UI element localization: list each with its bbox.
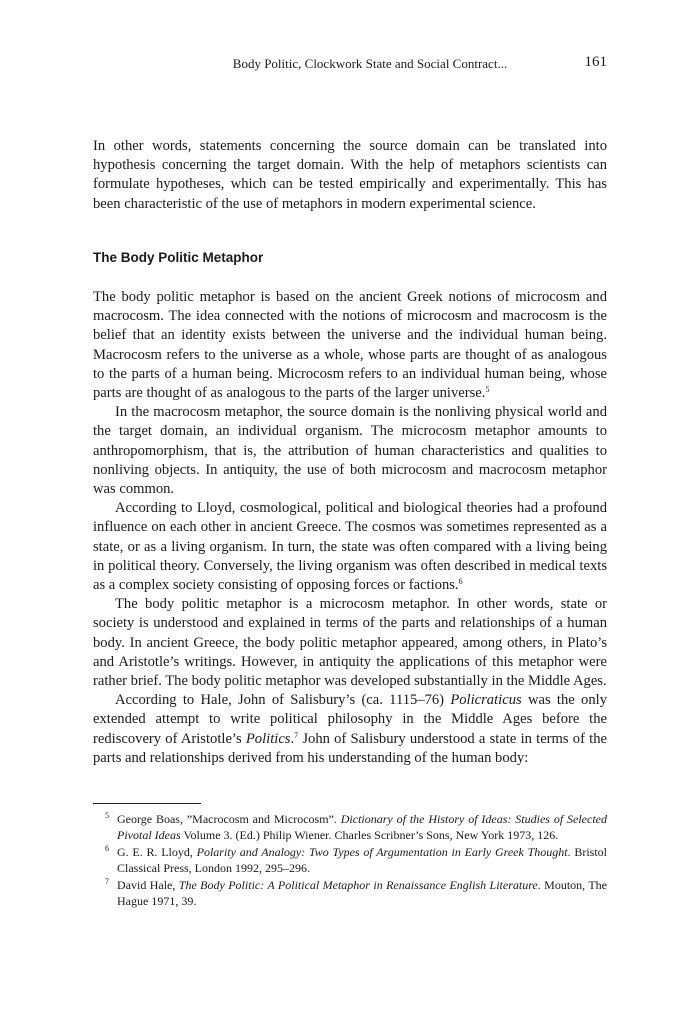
footnote-text: George Boas, ”Macrocosm and Microcosm”.	[117, 812, 341, 826]
footnote-number: 7	[105, 877, 109, 886]
work-title-politics: Politics	[245, 730, 291, 747]
intro-paragraph: In other words, statements concerning the source domain can be translated into hypothesis concerning the target domain. With the help of metaphors scientists can formulate hypotheses, which can be tested empirically and experimentally. This has been characteristic of the use of metaphors in modern experimental science.	[93, 138, 607, 212]
footnote-7	[93, 877, 607, 909]
footnote-title: Polarity and Analogy: Two Types of Argumentation in Early Greek Thought	[196, 845, 568, 859]
paragraph-5-text-e: .	[290, 730, 295, 747]
work-title-policraticus: Policraticus	[450, 692, 522, 709]
footnote-ref-6[interactable]: 6	[458, 577, 463, 587]
paragraph-5-text-f: John of Salisbury understood a state in terms of the parts and relationships derived from his understanding of the human body:	[93, 730, 607, 766]
paragraph-3-text: According to Lloyd, cosmological, political and biological theories had a profound influence on each other in ancient Greece. The cosmos was sometimes represented as a state, or as a living organism. In turn, the state was often compared with a living being in political theory. Conversely, the living organism was often described in medical texts as a complex society consisting of opposing forces or factions.	[93, 500, 607, 594]
footnote-text: . Mouton, The Hague 1971, 39.	[117, 878, 608, 908]
footnote-6	[93, 844, 607, 876]
paragraph-5	[93, 691, 607, 768]
footnote-ref-5[interactable]: 5	[485, 385, 490, 395]
footnotes	[93, 811, 607, 910]
page-number: 161	[584, 54, 607, 70]
section-heading: The Body Politic Metaphor	[93, 250, 264, 265]
running-title: Body Politic, Clockwork State and Social Contract...	[232, 56, 508, 71]
footnote-title: Dictionary of the History of Ideas: Studies of Selected Pivotal Ideas	[117, 812, 607, 842]
footnote-text: Volume 3. (Ed.) Philip Wiener. Charles Scribner’s Sons, New York 1973, 126.	[180, 828, 559, 842]
paragraph-1-text: The body politic metaphor is based on the ancient Greek notions of microcosm and macrocosm. The idea connected with the notions of microcosm and macrocosm is the belief that an identity exists between the universe and the individual human being. Macrocosm refers to the universe as a whole, whose parts are thought of as analogous to the parts of a human being. Microcosm refers to an individual human being, whose parts are thought of as analogous to the parts of the larger universe.	[93, 289, 607, 402]
footnote-text: G. E. R. Lloyd,	[117, 845, 197, 859]
footnote-number: 6	[105, 844, 109, 853]
paragraph-2: In the macrocosm metaphor, the source domain is the nonliving physical world and the target domain, an individual organism. The microcosm metaphor amounts to anthropomorphism, that is, the attribution of human characteristics and qualities to nonliving objects. In antiquity, the use of both microcosm and macrocosm metaphor was common.	[93, 404, 607, 498]
footnote-separator	[93, 803, 201, 804]
paragraph-3	[93, 499, 607, 595]
footnote-ref-7[interactable]: 7	[294, 730, 299, 740]
running-head	[93, 54, 607, 74]
footnote-number: 5	[105, 811, 109, 820]
paragraph-5-text-a: According to Hale, John of Salisbury’s (ca. 1115–76)	[115, 692, 451, 709]
paragraph-4: The body politic metaphor is a microcosm metaphor. In other words, state or society is understood and explained in terms of the parts and relationships of a human body. In ancient Greece, the body politic metaphor appeared, among others, in Plato’s and Aristotle’s writings. However, in antiquity the applications of this metaphor were rather brief. The body politic metaphor was developed substantially in the Middle Ages.	[93, 596, 607, 690]
paragraph-5-text-c: was the only extended attempt to write political philosophy in the Middle Ages before the rediscovery of Aristotle’s	[93, 692, 607, 747]
footnote-text: David Hale,	[117, 878, 179, 892]
paragraph-1	[93, 288, 607, 403]
footnote-5	[93, 811, 607, 843]
intro-block	[93, 137, 607, 214]
footnote-text: . Bristol Classical Press, London 1992, 295–296.	[117, 845, 608, 875]
section-body	[93, 288, 607, 768]
footnote-title: The Body Politic: A Political Metaphor in Renaissance English Literature	[178, 878, 538, 892]
